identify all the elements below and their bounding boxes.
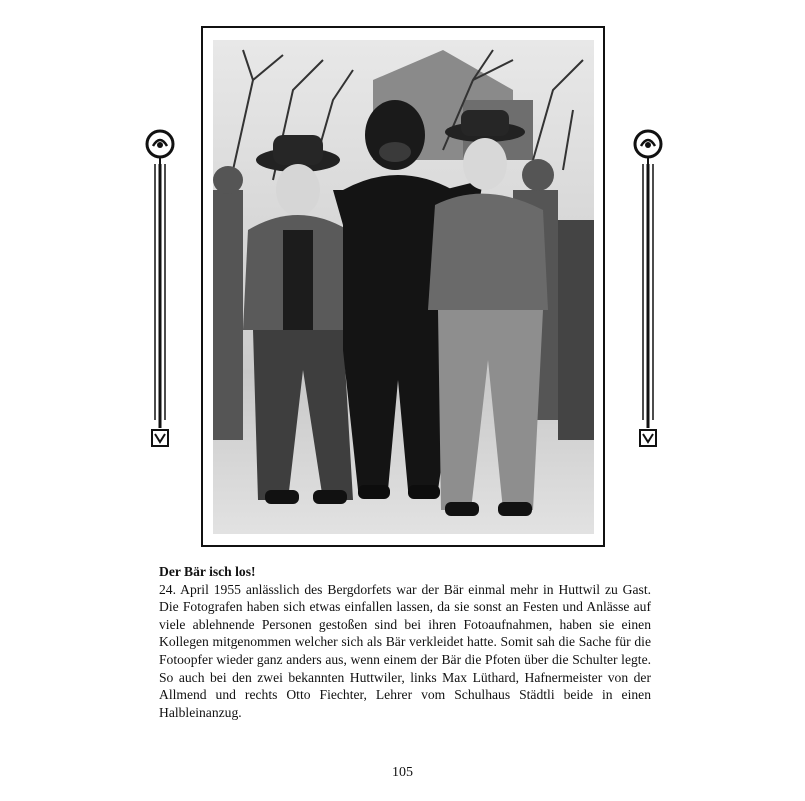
left-ornament-icon bbox=[143, 128, 177, 454]
caption-title: Der Bär isch los! bbox=[159, 564, 256, 579]
page-number: 105 bbox=[392, 765, 413, 780]
photo-caption bbox=[159, 563, 651, 721]
historic-photo bbox=[213, 40, 594, 534]
photo-frame bbox=[201, 26, 605, 547]
right-ornament-icon bbox=[631, 128, 665, 454]
caption-text: 24. April 1955 anlässlich des Bergdorfets war der Bär einmal mehr in Huttwil zu Gast. Die Fotografen haben sich etwas einfallen lassen, da sie sonst an Festen und Anlässe auf viele ablehnende Personen gestoßen sind bei ihren Fotoaufnahmen, haben sie einen Kollegen mitgenommen welcher sich als Bär verkleidet hatte. Somit sah die Sache für die Fotoopfer wieder ganz anders aus, wenn einem der Bär die Pfoten über die Schulter legte. So auch bei den zwei bekannten Huttwiler, links Max Lüthard, Hafnermeister von der Allmend und rechts Otto Fiechter, Lehrer vom Schulhaus Städtli beide in einen Halbleinanzug. bbox=[159, 581, 651, 720]
